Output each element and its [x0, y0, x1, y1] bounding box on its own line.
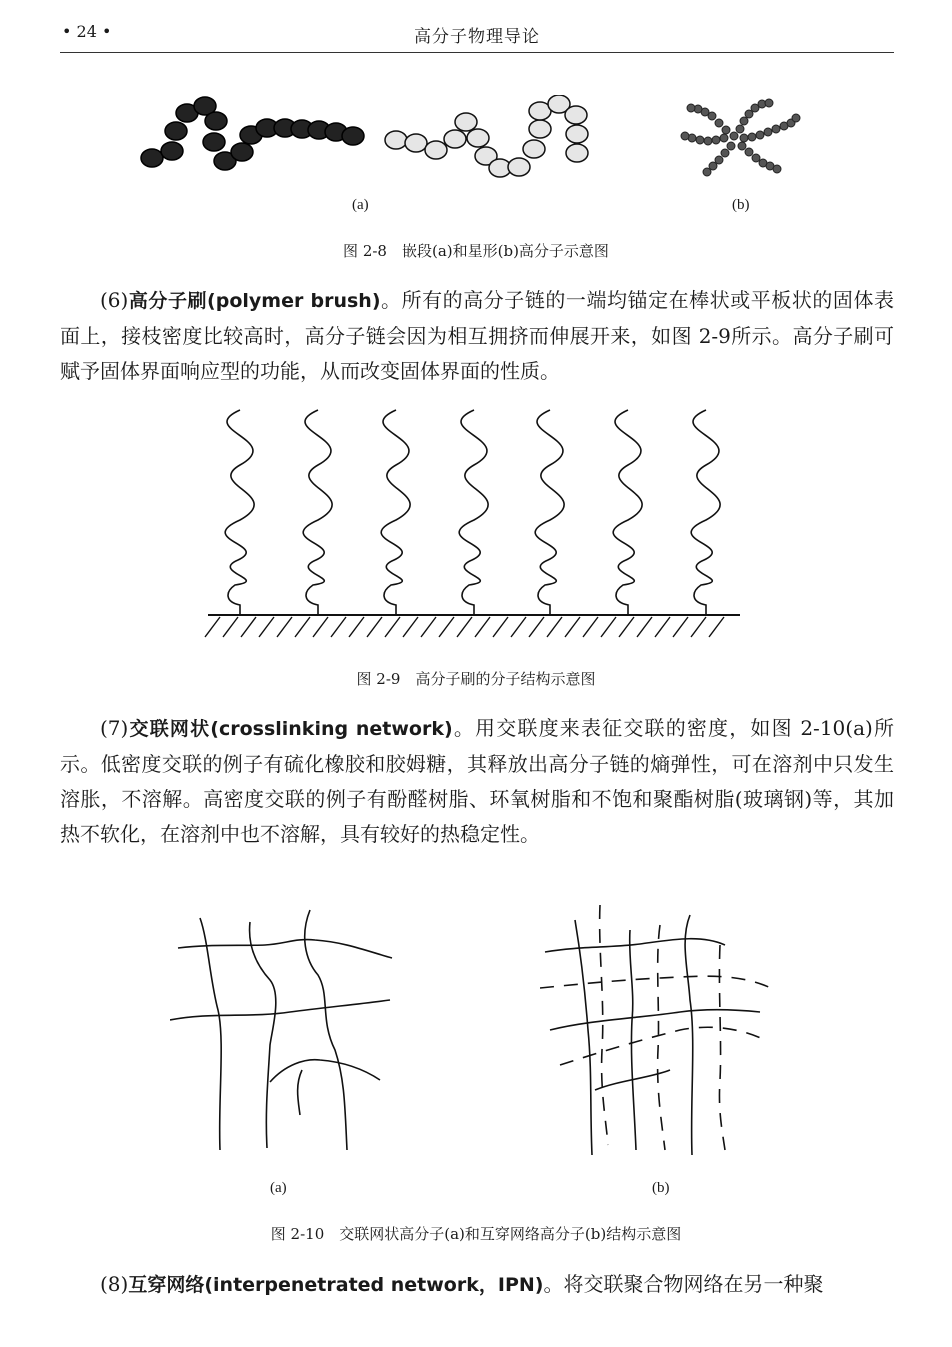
paragraph-6 — [60, 283, 894, 389]
surface-hatching — [205, 617, 724, 637]
paragraph-8 — [60, 1267, 894, 1303]
para-6-text: 。所有的高分子链的一端均锚定在棒状或平板状的固体表面上，接枝密度比较高时，高分子链会因为相互拥挤而伸展开来，如图 2-9所示。高分子刷可赋予固体界面响应型的功能，从而改变固体界面的性质。 — [60, 288, 895, 383]
figure-2-9-polymer-brush — [200, 405, 745, 650]
para-7-text: 。用交联度来表征交联的密度，如图 2-10(a)所示。低密度交联的例子有硫化橡胶和胶姆糖，其释放出高分子链的熵弹性，可在溶剂中只发生溶胀，不溶解。高密度交联的例子有酚醛树脂、环氧树脂和不饱和聚酯树脂(玻璃钢)等，其加热不软化，在溶剂中也不溶解，具有较好的热稳定性。 — [60, 716, 894, 846]
page-header — [60, 18, 894, 52]
fig-2-10-caption: 图 2-10 交联网状高分子(a)和互穿网络高分子(b)结构示意图 — [270, 1225, 682, 1243]
brush-chains — [225, 410, 720, 615]
fig-2-9-caption: 图 2-9 高分子刷的分子结构示意图 — [356, 670, 596, 688]
paragraph-7 — [60, 711, 894, 852]
para-6-number: (6) — [100, 288, 129, 312]
fig-2-8-label-b: (b) — [732, 197, 750, 213]
header-rule — [60, 52, 894, 53]
para-8-number: (8) — [100, 1272, 129, 1296]
figure-2-8-star-polymer — [676, 94, 806, 184]
fig-2-10-label-b: (b) — [652, 1180, 670, 1196]
fig-2-8-caption: 图 2-8 嵌段(a)和星形(b)高分子示意图 — [343, 242, 609, 260]
para-7-number: (7) — [100, 716, 129, 740]
fig-2-10-label-a: (a) — [270, 1180, 287, 1196]
para-7-term: 交联网状(crosslinking network) — [128, 718, 453, 740]
fig-2-8-label-a: (a) — [352, 197, 369, 213]
figure-2-10b-interpenetrating-network — [540, 900, 780, 1160]
light-beads — [385, 95, 588, 177]
dark-beads — [141, 97, 364, 170]
para-8-term: 互穿网络(interpenetrated network，IPN) — [128, 1274, 544, 1296]
para-8-text: 。将交联聚合物网络在另一种聚 — [543, 1272, 824, 1296]
page-number: • 24 • — [62, 22, 112, 41]
figure-2-8-block-copolymer — [130, 95, 610, 185]
book-title: 高分子物理导论 — [414, 27, 540, 47]
para-6-term: 高分子刷(polymer brush) — [128, 290, 381, 312]
figure-2-10a-crosslinked-network — [170, 900, 400, 1160]
